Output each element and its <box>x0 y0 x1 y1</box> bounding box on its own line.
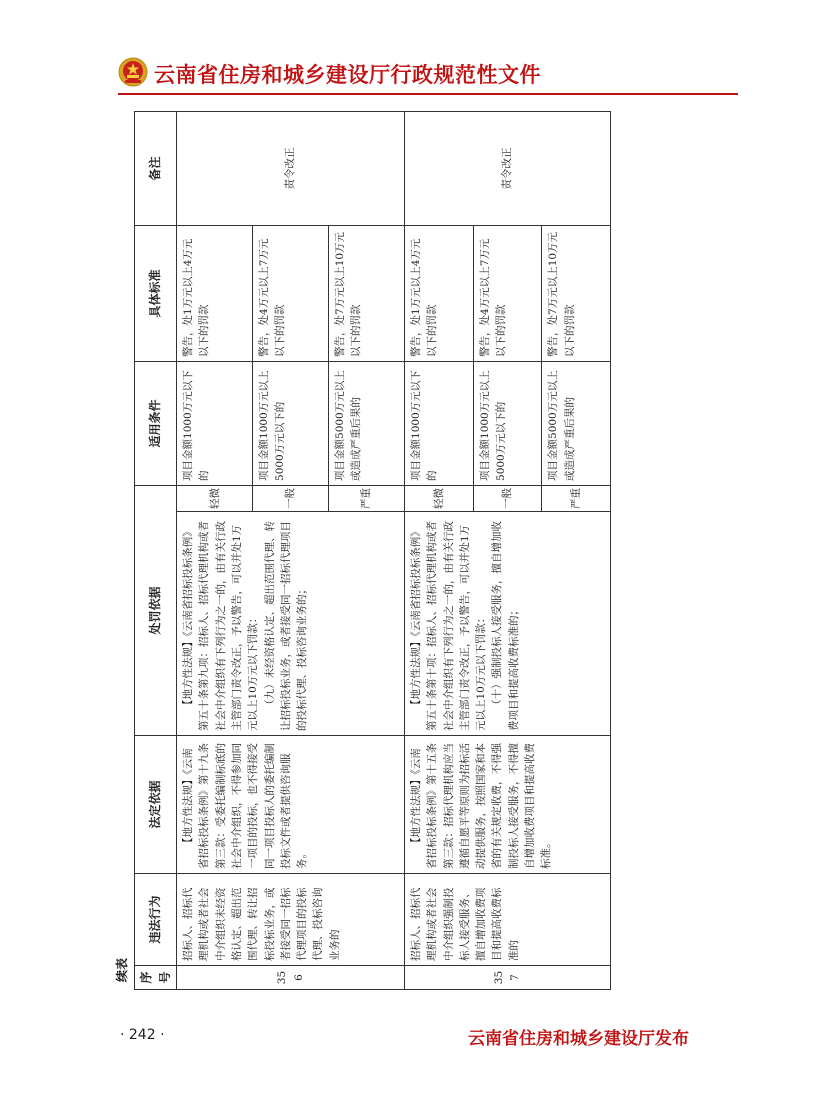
col-header-condition: 适用条件 <box>135 361 177 485</box>
violation-cell: 招标人、招标代理机构或者社会中介组织未经资格认定、超出范围代理、转让招标投标业务，或者接受同一招标代理项目的投标代理、投标咨询业务的 <box>177 874 405 966</box>
severity-cell: 轻微 <box>177 485 253 511</box>
penalty-basis-text: 【地方性法规】《云南省招标投标条例》第五十条第十项：招标人、招标代理机构或者社会中介组织有下列行为之一的，由有关行政主管部门责令改正，予以警告，可以并处1万元以上10万元以下罚款： <box>409 521 488 731</box>
legal-basis-text: 【地方性法规】《云南省招标投标条例》第十九条第三款：受委托编制标底的社会中介组织，不得参加同一项目的投标，也不得接受同一项目投标人的委托编制投标文件或者提供咨询服务。 <box>182 743 309 869</box>
condition-cell: 项目金额1000万元以上5000万元以下的 <box>253 361 329 485</box>
standard-cell: 警告，处1万元以上4万元以下的罚款 <box>177 225 253 361</box>
standard-cell: 警告，处4万元以上7万元以下的罚款 <box>253 225 329 361</box>
legal-basis-text: 【地方性法规】《云南省招标投标条例》第十五条第三款：招标代理机构应当遵循自愿平等原则为招标活动提供服务，按照国家和本省的有关规定收费，不得强制投标人接受服务，不得擅自增加收费项目和提高收费标准。 <box>409 743 553 869</box>
note-cell: 责令改正 <box>404 111 610 225</box>
severity-cell: 严重 <box>329 485 405 511</box>
note-cell: 责令改正 <box>177 111 405 225</box>
standard-cell: 警告，处1万元以上4万元以下的罚款 <box>404 225 473 361</box>
page-title: 云南省住房和城乡建设厅行政规范性文件 <box>154 63 541 87</box>
continued-label: 续表 <box>115 957 129 982</box>
page-header <box>118 55 738 95</box>
condition-cell: 项目金额1000万元以上5000万元以下的 <box>473 361 542 485</box>
col-header-violation: 违法行为 <box>135 874 177 966</box>
severity-cell: 轻微 <box>404 485 473 511</box>
publisher-label: 云南省住房和城乡建设厅发布 <box>468 1029 689 1049</box>
legal-basis-cell <box>177 736 405 874</box>
col-header-penalty-basis: 处罚依据 <box>135 485 177 735</box>
row-number: 356 <box>177 966 405 990</box>
condition-cell: 项目金额1000万元以下的 <box>404 361 473 485</box>
national-emblem-icon <box>118 57 148 87</box>
penalty-basis-item: （十）强制投标人接受服务，擅自增加收费项目和提高收费标准的； <box>491 521 520 731</box>
col-header-note: 备注 <box>135 111 177 225</box>
penalty-table <box>134 111 611 990</box>
col-header-standard: 具体标准 <box>135 225 177 361</box>
table-header-row <box>135 111 177 989</box>
severity-cell: 一般 <box>473 485 542 511</box>
page-number: · 242 · <box>120 1027 165 1043</box>
condition-cell: 项目金额1000万元以下的 <box>177 361 253 485</box>
penalty-basis-item: （九）未经资格认定、超出范围代理、转让招标投标业务，或者接受同一招标代理项目的投标代理、投标咨询业务的； <box>263 521 309 731</box>
row-number: 357 <box>404 966 610 990</box>
condition-cell: 项目金额5000万元以上或造成严重后果的 <box>329 361 405 485</box>
violation-cell: 招标人、招标代理机构或者社会中介组织强制投标人接受服务、擅自增加收费项目和提高收费标准的 <box>404 874 610 966</box>
penalty-basis-text: 【地方性法规】《云南省招标投标条例》第五十条第九项：招标人、招标代理机构或者社会中介组织有下列行为之一的，由有关行政主管部门责令改正，予以警告，可以并处1万元以上10万元以下罚款： <box>182 521 260 731</box>
table-row <box>404 111 473 989</box>
legal-basis-cell <box>404 736 610 874</box>
standard-cell: 警告，处4万元以上7万元以下的罚款 <box>473 225 542 361</box>
col-header-legal-basis: 法定依据 <box>135 736 177 874</box>
standard-cell: 警告，处7万元以上10万元以下的罚款 <box>542 225 611 361</box>
header-divider <box>118 93 738 95</box>
table-row <box>177 111 253 989</box>
penalty-table-container <box>134 112 611 990</box>
severity-cell: 严重 <box>542 485 611 511</box>
severity-cell: 一般 <box>253 485 329 511</box>
condition-cell: 项目金额5000万元以上或造成严重后果的 <box>542 361 611 485</box>
penalty-basis-cell <box>404 512 610 736</box>
standard-cell: 警告，处7万元以上10万元以下的罚款 <box>329 225 405 361</box>
penalty-basis-cell <box>177 512 405 736</box>
col-header-number: 序号 <box>135 966 177 990</box>
